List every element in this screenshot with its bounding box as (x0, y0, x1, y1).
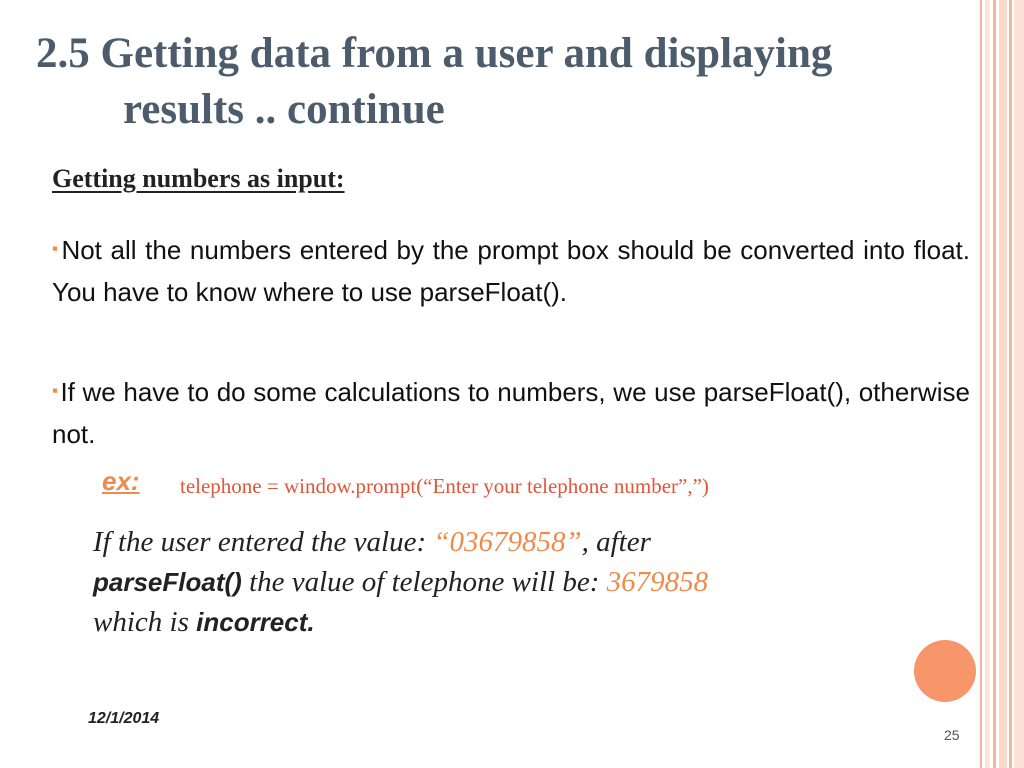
slide-title (36, 26, 986, 138)
function-name: parseFloat() (93, 567, 242, 597)
example-code: telephone = window.prompt(“Enter your telephone number”,”) (180, 474, 709, 498)
bullet-square-icon: ▪ (52, 381, 59, 400)
explanation-paragraph (93, 522, 973, 642)
para-text: the value of telephone will be: (241, 566, 607, 598)
quoted-value: “03679858” (433, 526, 582, 558)
subheading: Getting numbers as input: (52, 164, 345, 193)
page-number: 25 (944, 727, 960, 743)
decorative-circle (914, 640, 976, 702)
bullet-square-icon: ▪ (52, 239, 60, 258)
bullet-item (52, 228, 970, 313)
bullet-item (52, 370, 970, 455)
result-value: 3679858 (606, 566, 709, 598)
example-label: ex: (102, 466, 140, 496)
bullet-text: Not all the numbers entered by the prompt box should be converted into float. You have to know where to use parseFloat(). (52, 235, 970, 307)
bullet-text: If we have to do some calculations to numbers, we use parseFloat(), otherwise not. (52, 377, 970, 449)
title-line-1: 2.5 Getting data from a user and displaying (36, 30, 833, 77)
para-text: which is (93, 606, 197, 638)
slide-date: 12/1/2014 (88, 710, 160, 727)
para-text: If the user entered the value: (93, 526, 434, 558)
title-line-2: results .. continue (123, 86, 445, 133)
para-text: , after (581, 526, 651, 558)
verdict: incorrect. (196, 607, 315, 637)
